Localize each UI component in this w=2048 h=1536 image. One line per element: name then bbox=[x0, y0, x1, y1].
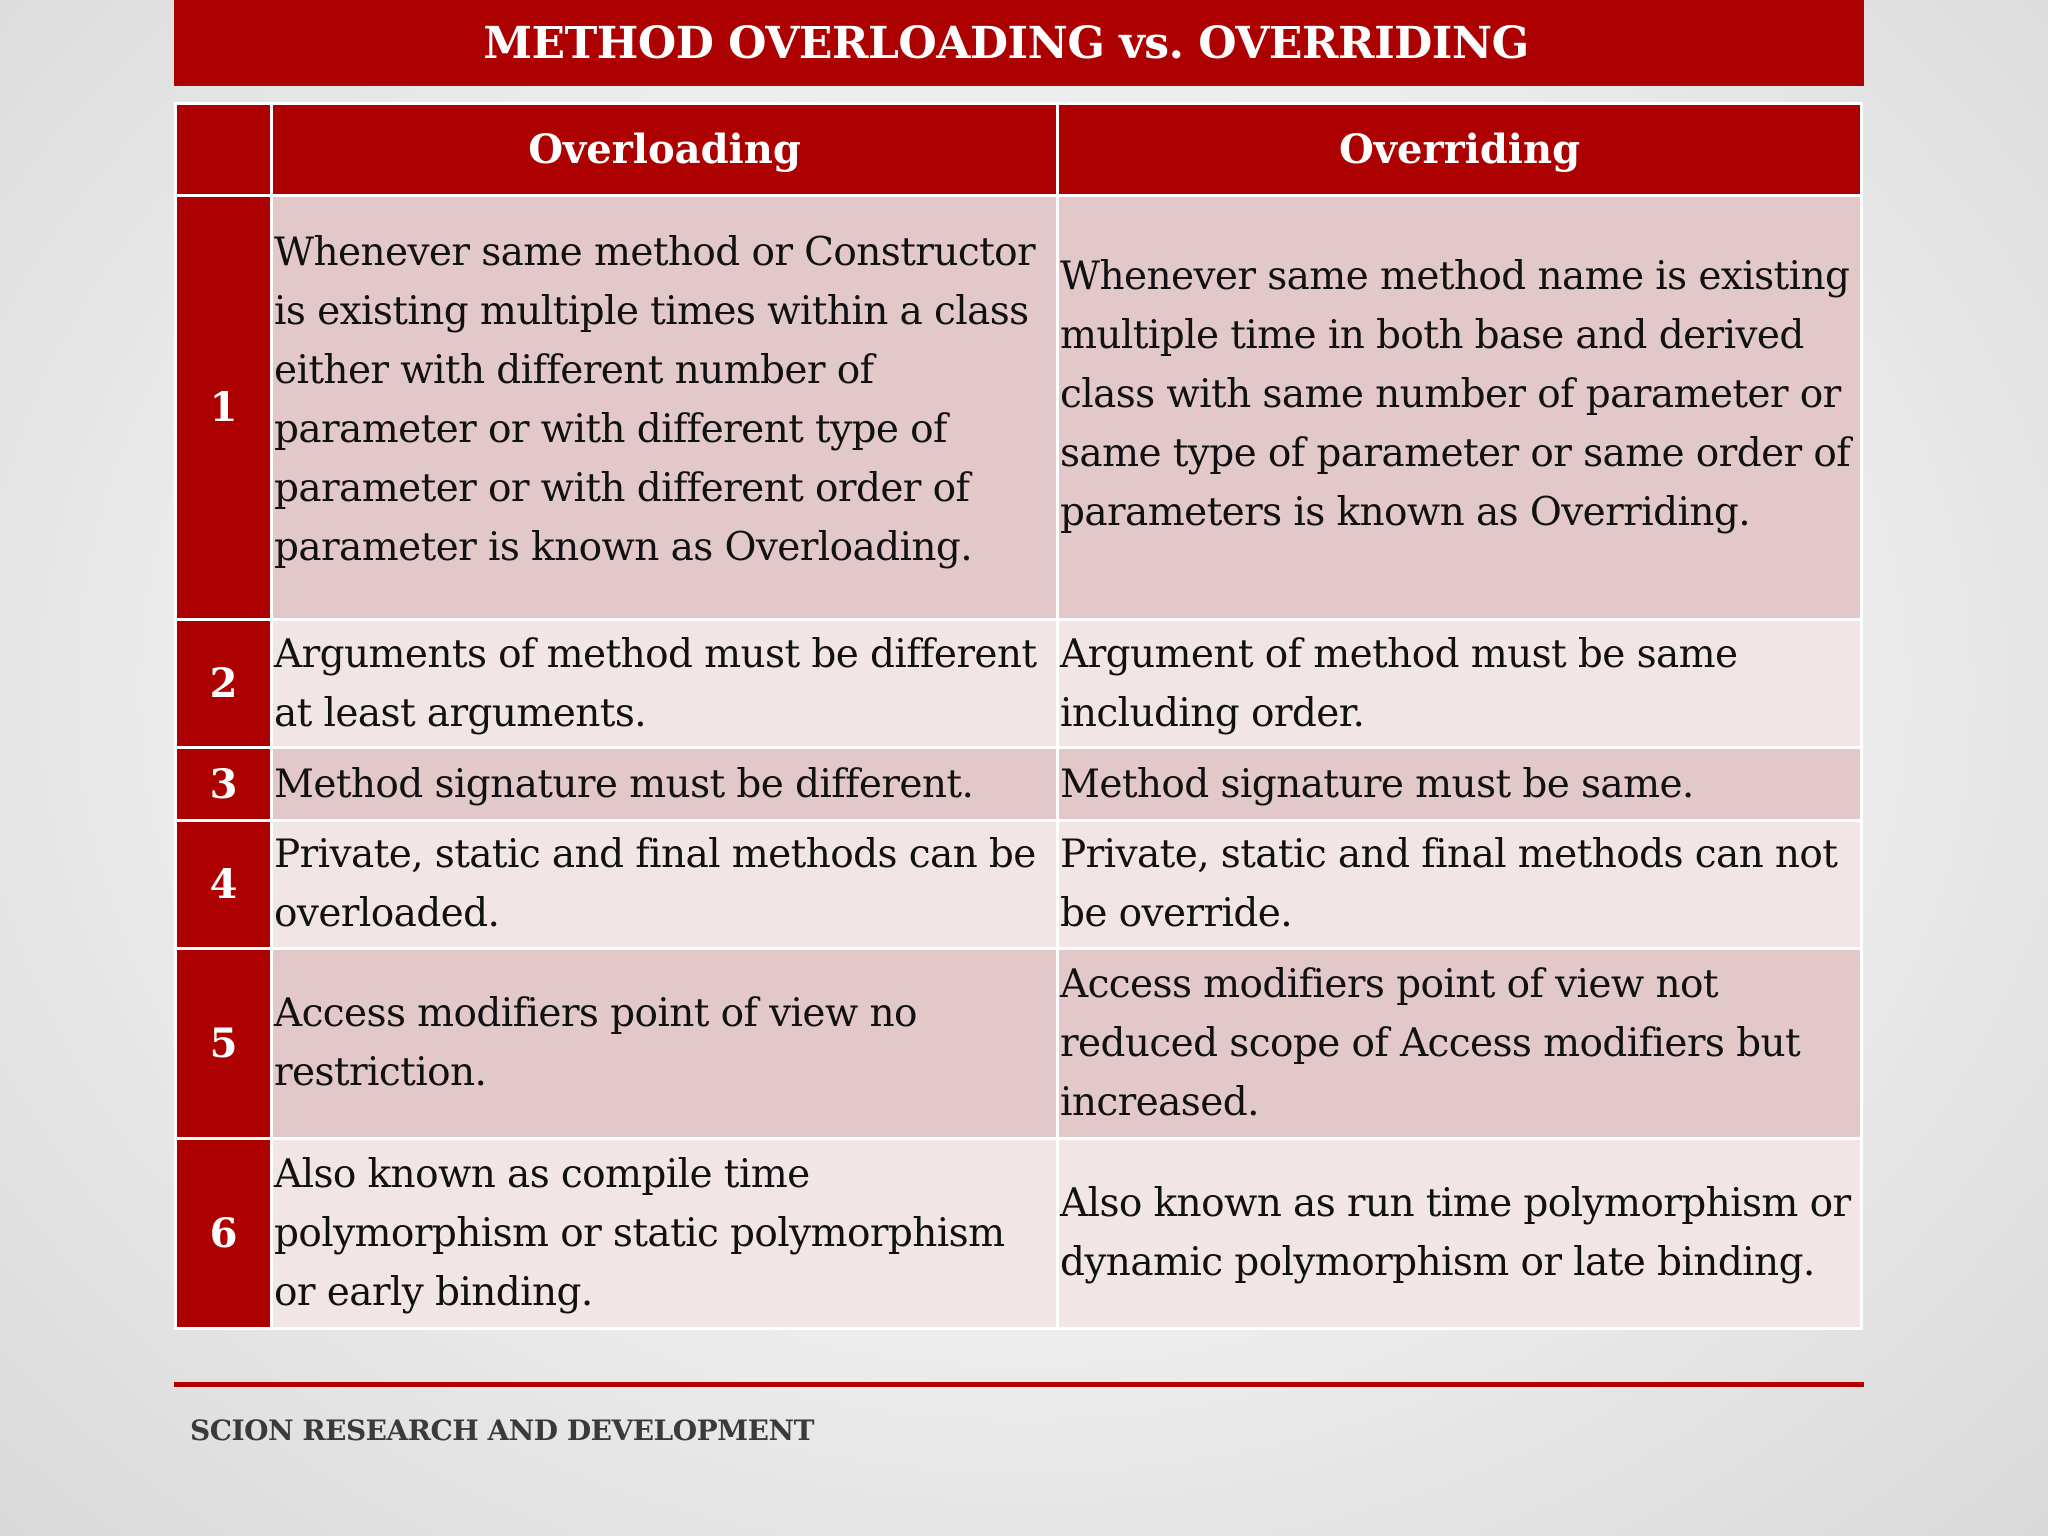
overriding-text: Whenever same method name is existing multiple time in both base and derived class with same number of parameter or same type of parameter or same order of parameters is known as Overriding. bbox=[1060, 254, 1851, 536]
row-number: 2 bbox=[176, 620, 272, 748]
title-bar bbox=[174, 0, 1864, 86]
header-number bbox=[176, 104, 272, 196]
table-row bbox=[176, 948, 1862, 1138]
overloading-cell bbox=[272, 196, 1058, 620]
row-number: 3 bbox=[176, 748, 272, 820]
footer-divider bbox=[174, 1382, 1864, 1387]
slide-title: METHOD OVERLOADING vs. OVERRIDING bbox=[483, 17, 1529, 69]
table-row bbox=[176, 196, 1862, 620]
overloading-cell bbox=[272, 820, 1058, 948]
overriding-cell bbox=[1058, 1138, 1862, 1328]
overriding-text: Argument of method must be same including order. bbox=[1060, 631, 1738, 736]
overloading-cell bbox=[272, 748, 1058, 820]
overriding-cell bbox=[1058, 196, 1862, 620]
overloading-cell bbox=[272, 620, 1058, 748]
row-number: 4 bbox=[176, 820, 272, 948]
overriding-cell bbox=[1058, 948, 1862, 1138]
overriding-cell bbox=[1058, 748, 1862, 820]
header-overriding: Overriding bbox=[1058, 104, 1862, 196]
table-header-row bbox=[176, 104, 1862, 196]
overloading-text: Also known as compile time polymorphism or static polymorphism or early binding. bbox=[274, 1151, 1005, 1315]
comparison-table bbox=[174, 102, 1863, 1330]
overriding-text: Method signature must be same. bbox=[1060, 761, 1694, 807]
overloading-text: Method signature must be different. bbox=[274, 761, 974, 807]
overloading-text: Access modifiers point of view no restriction. bbox=[274, 991, 917, 1096]
table-row bbox=[176, 1138, 1862, 1328]
header-overloading: Overloading bbox=[272, 104, 1058, 196]
row-number: 1 bbox=[176, 196, 272, 620]
table-row bbox=[176, 748, 1862, 820]
overriding-cell bbox=[1058, 820, 1862, 948]
overriding-text: Private, static and final methods can not be override. bbox=[1060, 832, 1838, 937]
table-row bbox=[176, 820, 1862, 948]
overloading-text: Arguments of method must be different at least arguments. bbox=[274, 631, 1037, 736]
overloading-text: Whenever same method or Constructor is existing multiple times within a class either with different number of parameter or with different type of parameter or with different order of parameter is known as Overloading. bbox=[274, 229, 1036, 570]
overloading-cell bbox=[272, 948, 1058, 1138]
row-number: 5 bbox=[176, 948, 272, 1138]
overriding-text: Access modifiers point of view not reduced scope of Access modifiers but increased. bbox=[1060, 961, 1801, 1125]
table-row bbox=[176, 620, 1862, 748]
overriding-cell bbox=[1058, 620, 1862, 748]
row-number: 6 bbox=[176, 1138, 272, 1328]
footer-company: SCION RESEARCH AND DEVELOPMENT bbox=[190, 1414, 814, 1447]
overriding-text: Also known as run time polymorphism or dynamic polymorphism or late binding. bbox=[1060, 1181, 1851, 1286]
overloading-text: Private, static and final methods can be overloaded. bbox=[274, 832, 1036, 937]
overloading-cell bbox=[272, 1138, 1058, 1328]
